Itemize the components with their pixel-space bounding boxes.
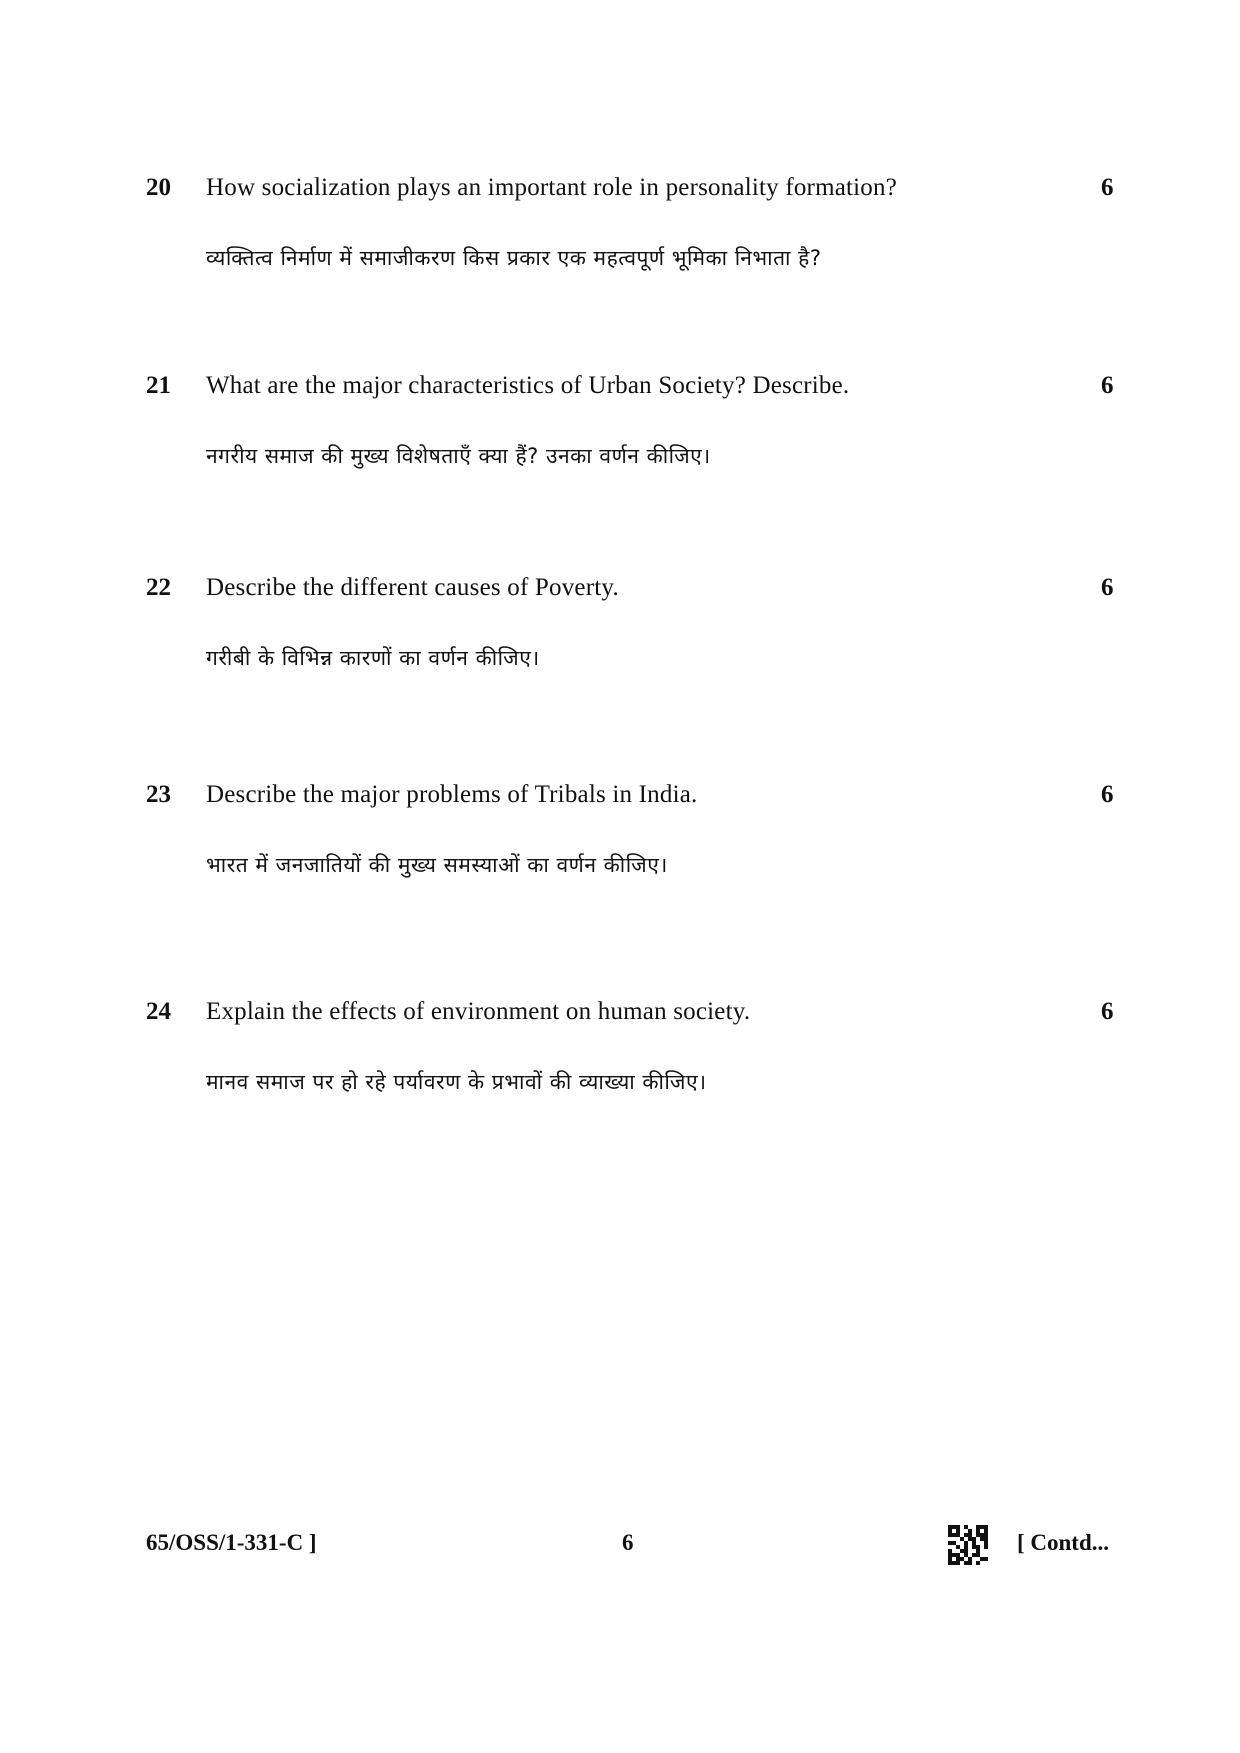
continued-label: [ Contd... <box>1017 1530 1110 1555</box>
question-text-hindi: गरीबी के विभिन्न कारणों का वर्णन कीजिए। <box>206 646 540 670</box>
question-number: 24 <box>146 998 171 1025</box>
question-text-english: What are the major characteristics of Urban Society? Describe. <box>206 372 850 399</box>
question-text-hindi: नगरीय समाज की मुख्य विशेषताएँ क्या हैं? उनका वर्णन कीजिए। <box>206 444 711 468</box>
question-text-english: Describe the major problems of Tribals in India. <box>206 781 698 808</box>
qr-code-icon <box>948 1525 988 1565</box>
question-text-hindi: व्यक्तित्व निर्माण में समाजीकरण किस प्रकार एक महत्वपूर्ण भूमिका निभाता है? <box>206 246 822 270</box>
question-text-english: Describe the different causes of Poverty. <box>206 574 619 601</box>
question-text-english: Explain the effects of environment on human society. <box>206 998 751 1025</box>
question-number: 21 <box>146 372 171 399</box>
question-text-hindi: मानव समाज पर हो रहे पर्यावरण के प्रभावों की व्याख्या कीजिए। <box>206 1070 707 1094</box>
paper-code: 65/OSS/1-331-C ] <box>146 1530 317 1555</box>
question-marks: 6 <box>1101 781 1114 808</box>
question-marks: 6 <box>1101 998 1114 1025</box>
page-footer <box>0 1525 1240 1565</box>
page-number: 6 <box>622 1530 634 1555</box>
question-marks: 6 <box>1101 372 1114 399</box>
question-number: 22 <box>146 574 171 601</box>
question-text-english: How socialization plays an important role in personality formation? <box>206 174 897 201</box>
question-marks: 6 <box>1101 574 1114 601</box>
question-marks: 6 <box>1101 174 1114 201</box>
question-number: 23 <box>146 781 171 808</box>
question-text-hindi: भारत में जनजातियों की मुख्य समस्याओं का वर्णन कीजिए। <box>206 853 668 877</box>
question-number: 20 <box>146 174 171 201</box>
